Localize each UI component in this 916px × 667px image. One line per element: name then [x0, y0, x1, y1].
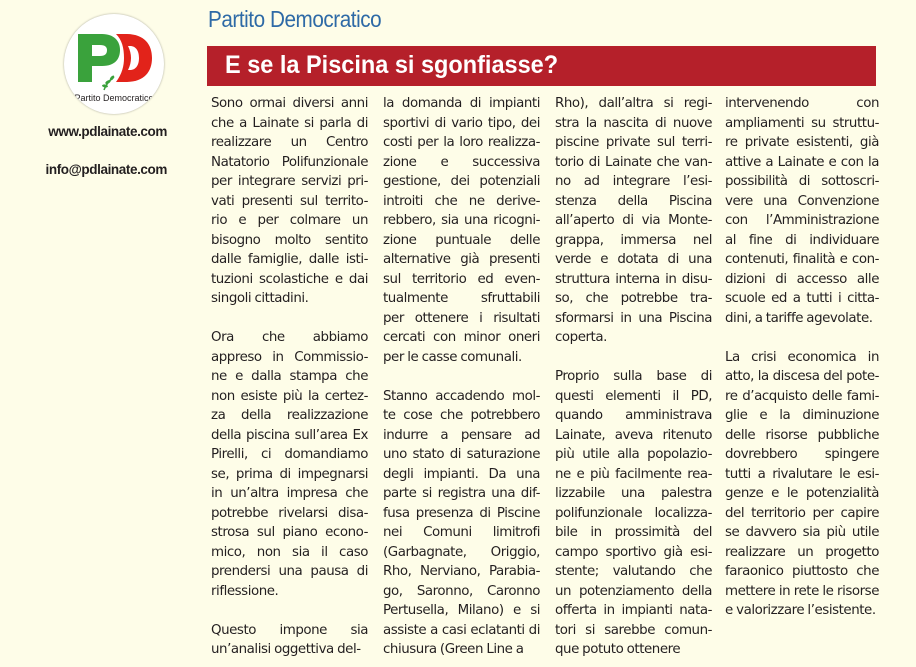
text-line: genze e le potenzialità: [725, 486, 879, 501]
text-line: zione puntuale delle: [383, 232, 540, 248]
text-line: se, prima di impegnarsi: [211, 466, 368, 482]
text-line: tualmente sfruttabili: [383, 291, 540, 306]
text-line: quando amministrava: [555, 408, 712, 423]
text-line: Proprio sulla base di: [555, 369, 712, 384]
text-line: della piscina sull’area Ex: [211, 427, 368, 443]
text-line: vati presenti sul territo-: [211, 193, 368, 209]
text-line: te cose che potrebbero: [383, 408, 540, 423]
text-line: al fine di individuare: [725, 232, 879, 248]
text-line: dini, a tariffe agevolate.: [725, 310, 873, 326]
paragraph-gap: [383, 367, 540, 387]
text-line: riflessione.: [211, 583, 279, 599]
text-line: scuole ed a tutti i citta-: [725, 291, 879, 306]
text-line: struttura interna in disu-: [555, 271, 712, 287]
text-line: bile in prossimità del: [555, 525, 712, 540]
text-line: re private esistenti, già: [725, 135, 879, 150]
text-line: introiti che ne derive-: [383, 193, 540, 209]
text-line: all’aperto di via Monte-: [555, 213, 712, 228]
text-line: glie e la diminuzione: [725, 408, 879, 423]
text-line: delle risorse pubbliche: [725, 427, 879, 443]
text-line: la domanda di impianti: [383, 96, 540, 111]
text-line: La crisi economica in: [725, 349, 879, 365]
text-line: realizzare un Centro: [211, 135, 368, 150]
article-column-4: [725, 94, 879, 621]
text-line: singoli cittadini.: [211, 291, 309, 306]
pd-logo-icon: [64, 14, 164, 114]
paragraph-gap: [725, 328, 879, 348]
text-line: campo sportivo già esi-: [555, 544, 712, 560]
text-line: in un’altra impresa che: [211, 486, 368, 501]
text-line: dizioni di accesso alle: [725, 271, 879, 287]
text-line: Rho, Nerviano, Parabia-: [383, 564, 540, 579]
text-line: ampliamenti su struttu-: [725, 115, 879, 131]
text-line: faraonico piuttosto che: [725, 564, 879, 579]
text-line: (Garbagnate, Origgio,: [383, 544, 540, 560]
text-line: attive a Lainate e con la: [725, 154, 879, 170]
article-column-3: [555, 94, 712, 660]
text-line: tuzioni scolastiche e dai: [211, 271, 368, 287]
text-line: costi per la loro realizza-: [383, 135, 540, 150]
text-line: intervenendo con: [725, 96, 879, 111]
text-line: chiusura (Green Line a: [383, 642, 524, 657]
text-line: atto, la discesa del pote-: [725, 369, 879, 384]
text-line: coperta.: [555, 330, 607, 345]
text-line: mico, non sia il caso: [211, 544, 368, 560]
website-link[interactable]: www.pdlainate.com: [48, 124, 167, 139]
text-line: stente; valutando che: [555, 564, 712, 579]
text-line: strosa sul piano econo-: [211, 525, 368, 540]
article-title-bar: [207, 46, 876, 86]
text-line: non esiste più la certez-: [211, 388, 368, 404]
text-line: Natatorio Polifunzionale: [211, 154, 368, 170]
paragraph-gap: [211, 601, 368, 621]
text-line: stenza della Piscina: [555, 193, 712, 209]
text-line: grappa, immersa nel: [555, 232, 712, 248]
sidebar: [0, 0, 200, 667]
text-line: offerta in impianti nata-: [555, 603, 712, 618]
article-title: E se la Piscina si sgonfiasse?: [225, 51, 559, 79]
text-line: re d’acquisto delle fami-: [725, 388, 879, 404]
text-line: Rho), dall’altra si regi-: [555, 96, 712, 111]
text-line: lizzabile una palestra: [555, 486, 712, 501]
text-line: Pertusella, Milano) e si: [383, 603, 540, 618]
text-line: per le casse comunali.: [383, 349, 522, 365]
text-line: più utile alla popolazio-: [555, 447, 712, 462]
text-line: Questo impone sia: [211, 622, 368, 638]
paragraph-gap: [211, 309, 368, 329]
text-line: Stanno accadendo mol-: [383, 388, 540, 404]
text-line: con l’Amministrazione: [725, 213, 879, 228]
text-line: Ora che abbiamo: [211, 330, 368, 345]
text-line: so, che potrebbe tra-: [555, 291, 712, 306]
text-line: Lainate, aveva ritenuto: [555, 427, 712, 443]
text-line: zione e successiva: [383, 154, 540, 170]
text-line: parte si registra una dif-: [383, 486, 540, 501]
text-line: polifunzionale localizza-: [555, 505, 712, 521]
text-line: ne e più facilmente rea-: [555, 466, 712, 482]
text-line: torio di Lainate che van-: [555, 154, 712, 170]
article-column-2: [383, 94, 540, 660]
text-line: prendersi una pausa di: [211, 564, 368, 579]
text-line: bisogno molto sentito: [211, 232, 368, 248]
text-line: per integrare servizi pri-: [211, 174, 368, 189]
text-line: realizzare un progetto: [725, 544, 879, 560]
text-line: sportivi di vario tipo, dei: [383, 115, 540, 131]
text-line: indurre a pensare ad: [383, 427, 540, 443]
text-line: gestione, dei potenziali: [383, 174, 540, 189]
pd-logo: [64, 14, 164, 114]
text-line: vere una Convenzione: [725, 193, 879, 209]
text-line: e valorizzare l’esistente.: [725, 603, 876, 618]
text-line: uno stato di saturazione: [383, 447, 540, 462]
text-line: del territorio per capire: [725, 505, 879, 521]
text-line: se davvero sia più utile: [725, 525, 879, 540]
text-line: piscine private sul terri-: [555, 135, 712, 150]
logo-caption: Partito Democratico: [74, 93, 154, 103]
text-line: dalle famiglie, dalle isti-: [211, 252, 368, 267]
text-line: appreso in Commissio-: [211, 349, 368, 365]
party-name: Partito Democratico: [208, 6, 382, 32]
text-line: tutti a rivalutare le esi-: [725, 466, 879, 482]
text-line: no ad integrare l’esi-: [555, 174, 712, 189]
text-line: che a Lainate si parla di: [211, 115, 368, 131]
text-line: degli impianti. Da una: [383, 466, 540, 482]
text-line: Pirelli, ci domandiamo: [211, 447, 368, 462]
text-line: Sono ormai diversi anni: [211, 96, 368, 111]
text-line: un potenziamento della: [555, 583, 712, 599]
text-line: possibilità di sottoscri-: [725, 174, 879, 189]
text-line: assiste a casi eclatanti di: [383, 622, 540, 638]
text-line: questi elementi il PD,: [555, 388, 712, 404]
text-line: sformarsi in una Piscina: [555, 310, 712, 326]
text-line: mettere in rete le risorse: [725, 583, 879, 599]
text-line: tori si sarebbe comun-: [555, 622, 712, 638]
text-line: alternative già presenti: [383, 252, 540, 267]
paragraph-gap: [555, 348, 712, 368]
article-column-1: [211, 94, 368, 660]
text-line: dovrebbero spingere: [725, 447, 879, 462]
text-line: potrebbe rivelarsi disa-: [211, 505, 368, 521]
text-line: ne e dalla stampa che: [211, 369, 368, 384]
text-line: sul territorio ed even-: [383, 271, 540, 287]
text-line: per ottenere i risultati: [383, 310, 540, 326]
text-line: contenuti, finalità e con-: [725, 252, 879, 267]
text-line: nei Comuni limitrofi: [383, 525, 540, 540]
text-line: verde e dotata di una: [555, 252, 712, 267]
text-line: za della realizzazione: [211, 408, 368, 423]
text-line: cercati con minor oneri: [383, 330, 540, 345]
text-line: stra la nascita di nuove: [555, 115, 712, 131]
text-line: rebbero, sia una ricogni-: [383, 213, 540, 228]
email-link[interactable]: info@pdlainate.com: [45, 162, 167, 177]
text-line: fusa presenza di Piscine: [383, 505, 540, 521]
text-line: que potuto ottenere: [555, 642, 681, 657]
text-line: rio e per colmare un: [211, 213, 368, 228]
text-line: go, Saronno, Caronno: [383, 583, 540, 599]
text-line: un’analisi oggettiva del-: [211, 642, 361, 657]
